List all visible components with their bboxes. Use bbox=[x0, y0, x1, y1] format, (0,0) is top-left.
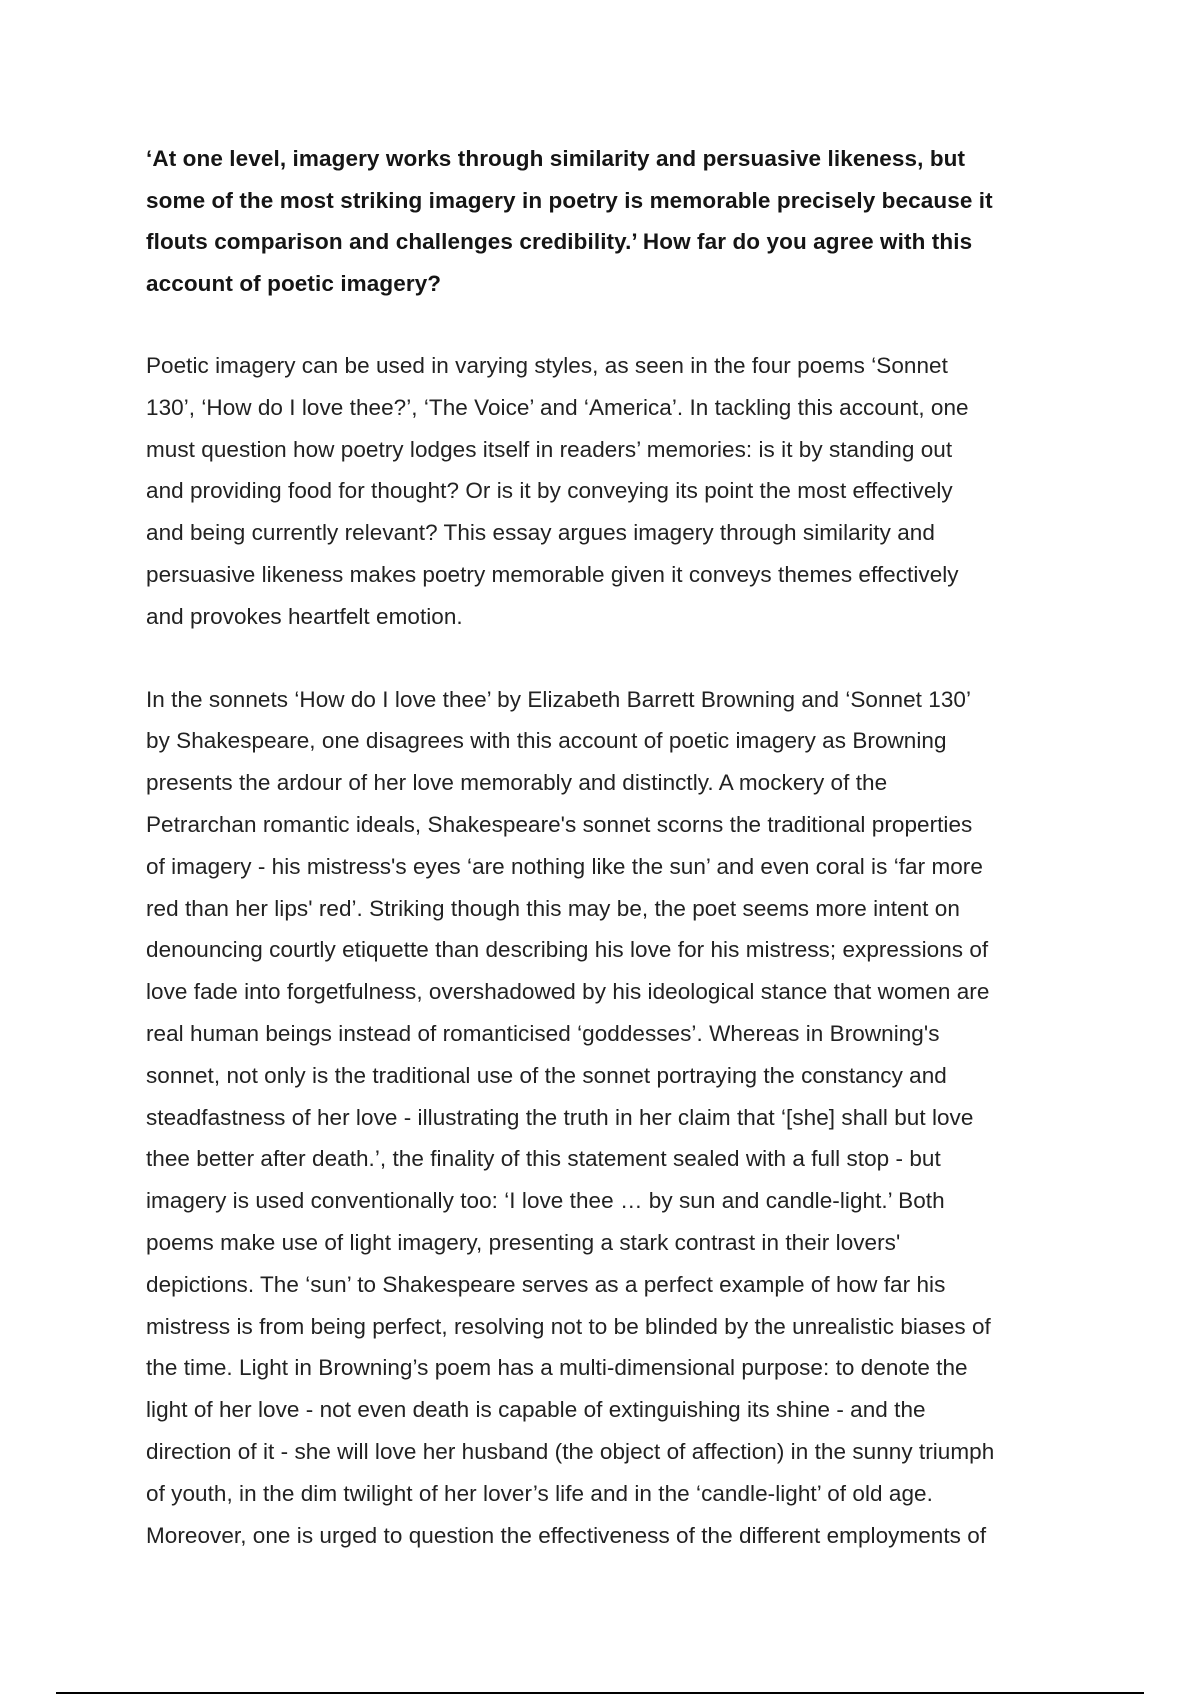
paragraph-line: of imagery - his mistress's eyes ‘are nothing like the sun’ and even coral is ‘far more bbox=[146, 853, 983, 879]
paragraph-line: red than her lips' red’. Striking though this may be, the poet seems more intent on bbox=[146, 895, 960, 921]
paragraph-line: 130’, ‘How do I love thee?’, ‘The Voice’ and ‘America’. In tackling this account, one bbox=[146, 394, 969, 420]
question-line: ‘At one level, imagery works through similarity and persuasive likeness, but bbox=[146, 146, 966, 171]
essay-page bbox=[146, 138, 1072, 1597]
essay-question bbox=[146, 138, 1072, 304]
paragraph-line: and provokes heartfelt emotion. bbox=[146, 603, 463, 629]
paragraph-line: denouncing courtly etiquette than describing his love for his mistress; expressions of bbox=[146, 937, 989, 963]
paragraph-line: real human beings instead of romanticised ‘goddesses’. Whereas in Browning's bbox=[146, 1020, 940, 1046]
paragraph-line: the time. Light in Browning’s poem has a multi-dimensional purpose: to denote the bbox=[146, 1355, 968, 1381]
paragraph-line: imagery is used conventionally too: ‘I love thee … by sun and candle-light.’ Both bbox=[146, 1188, 945, 1214]
question-line: account of poetic imagery? bbox=[146, 270, 442, 296]
body-paragraph bbox=[146, 679, 1072, 1557]
paragraph-line: light of her love - not even death is capable of extinguishing its shine - and the bbox=[146, 1397, 926, 1423]
paragraph-line: must question how poetry lodges itself in readers’ memories: is it by standing out bbox=[146, 436, 953, 462]
paragraph-line: direction of it - she will love her husband (the object of affection) in the sunny triumph bbox=[146, 1438, 995, 1464]
paragraph-line: and providing food for thought? Or is it by conveying its point the most effectively bbox=[146, 478, 953, 504]
paragraph-line: by Shakespeare, one disagrees with this account of poetic imagery as Browning bbox=[146, 728, 947, 754]
paragraph-line: Petrarchan romantic ideals, Shakespeare's sonnet scorns the traditional properties bbox=[146, 811, 973, 837]
paragraph-line: poems make use of light imagery, presenting a stark contrast in their lovers' bbox=[146, 1229, 901, 1255]
page-bottom-rule bbox=[56, 1692, 1144, 1694]
paragraph-line: Poetic imagery can be used in varying styles, as seen in the four poems ‘Sonnet bbox=[146, 353, 948, 378]
paragraph-line: mistress is from being perfect, resolving not to be blinded by the unrealistic biases of bbox=[146, 1313, 991, 1339]
introduction-paragraph bbox=[146, 345, 1072, 638]
paragraph-line: depictions. The ‘sun’ to Shakespeare serves as a perfect example of how far his bbox=[146, 1271, 946, 1297]
question-line: flouts comparison and challenges credibility.’ How far do you agree with this bbox=[146, 229, 973, 254]
paragraph-line: In the sonnets ‘How do I love thee’ by Elizabeth Barrett Browning and ‘Sonnet 130’ bbox=[146, 686, 972, 712]
paragraph-line: and being currently relevant? This essay argues imagery through similarity and bbox=[146, 520, 935, 546]
paragraph-line: Moreover, one is urged to question the effectiveness of the different employments of bbox=[146, 1522, 987, 1548]
paragraph-line: steadfastness of her love - illustrating the truth in her claim that ‘[she] shall but love bbox=[146, 1104, 974, 1130]
paragraph-line: persuasive likeness makes poetry memorable given it conveys themes effectively bbox=[146, 561, 959, 587]
paragraph-line: sonnet, not only is the traditional use of the sonnet portraying the constancy and bbox=[146, 1062, 947, 1088]
paragraph-line: love fade into forgetfulness, overshadowed by his ideological stance that women are bbox=[146, 979, 990, 1005]
question-line: some of the most striking imagery in poetry is memorable precisely because it bbox=[146, 187, 993, 213]
paragraph-line: of youth, in the dim twilight of her lover’s life and in the ‘candle-light’ of old age. bbox=[146, 1480, 933, 1506]
paragraph-line: presents the ardour of her love memorably and distinctly. A mockery of the bbox=[146, 770, 888, 796]
paragraph-line: thee better after death.’, the finality of this statement sealed with a full stop - but bbox=[146, 1146, 941, 1172]
